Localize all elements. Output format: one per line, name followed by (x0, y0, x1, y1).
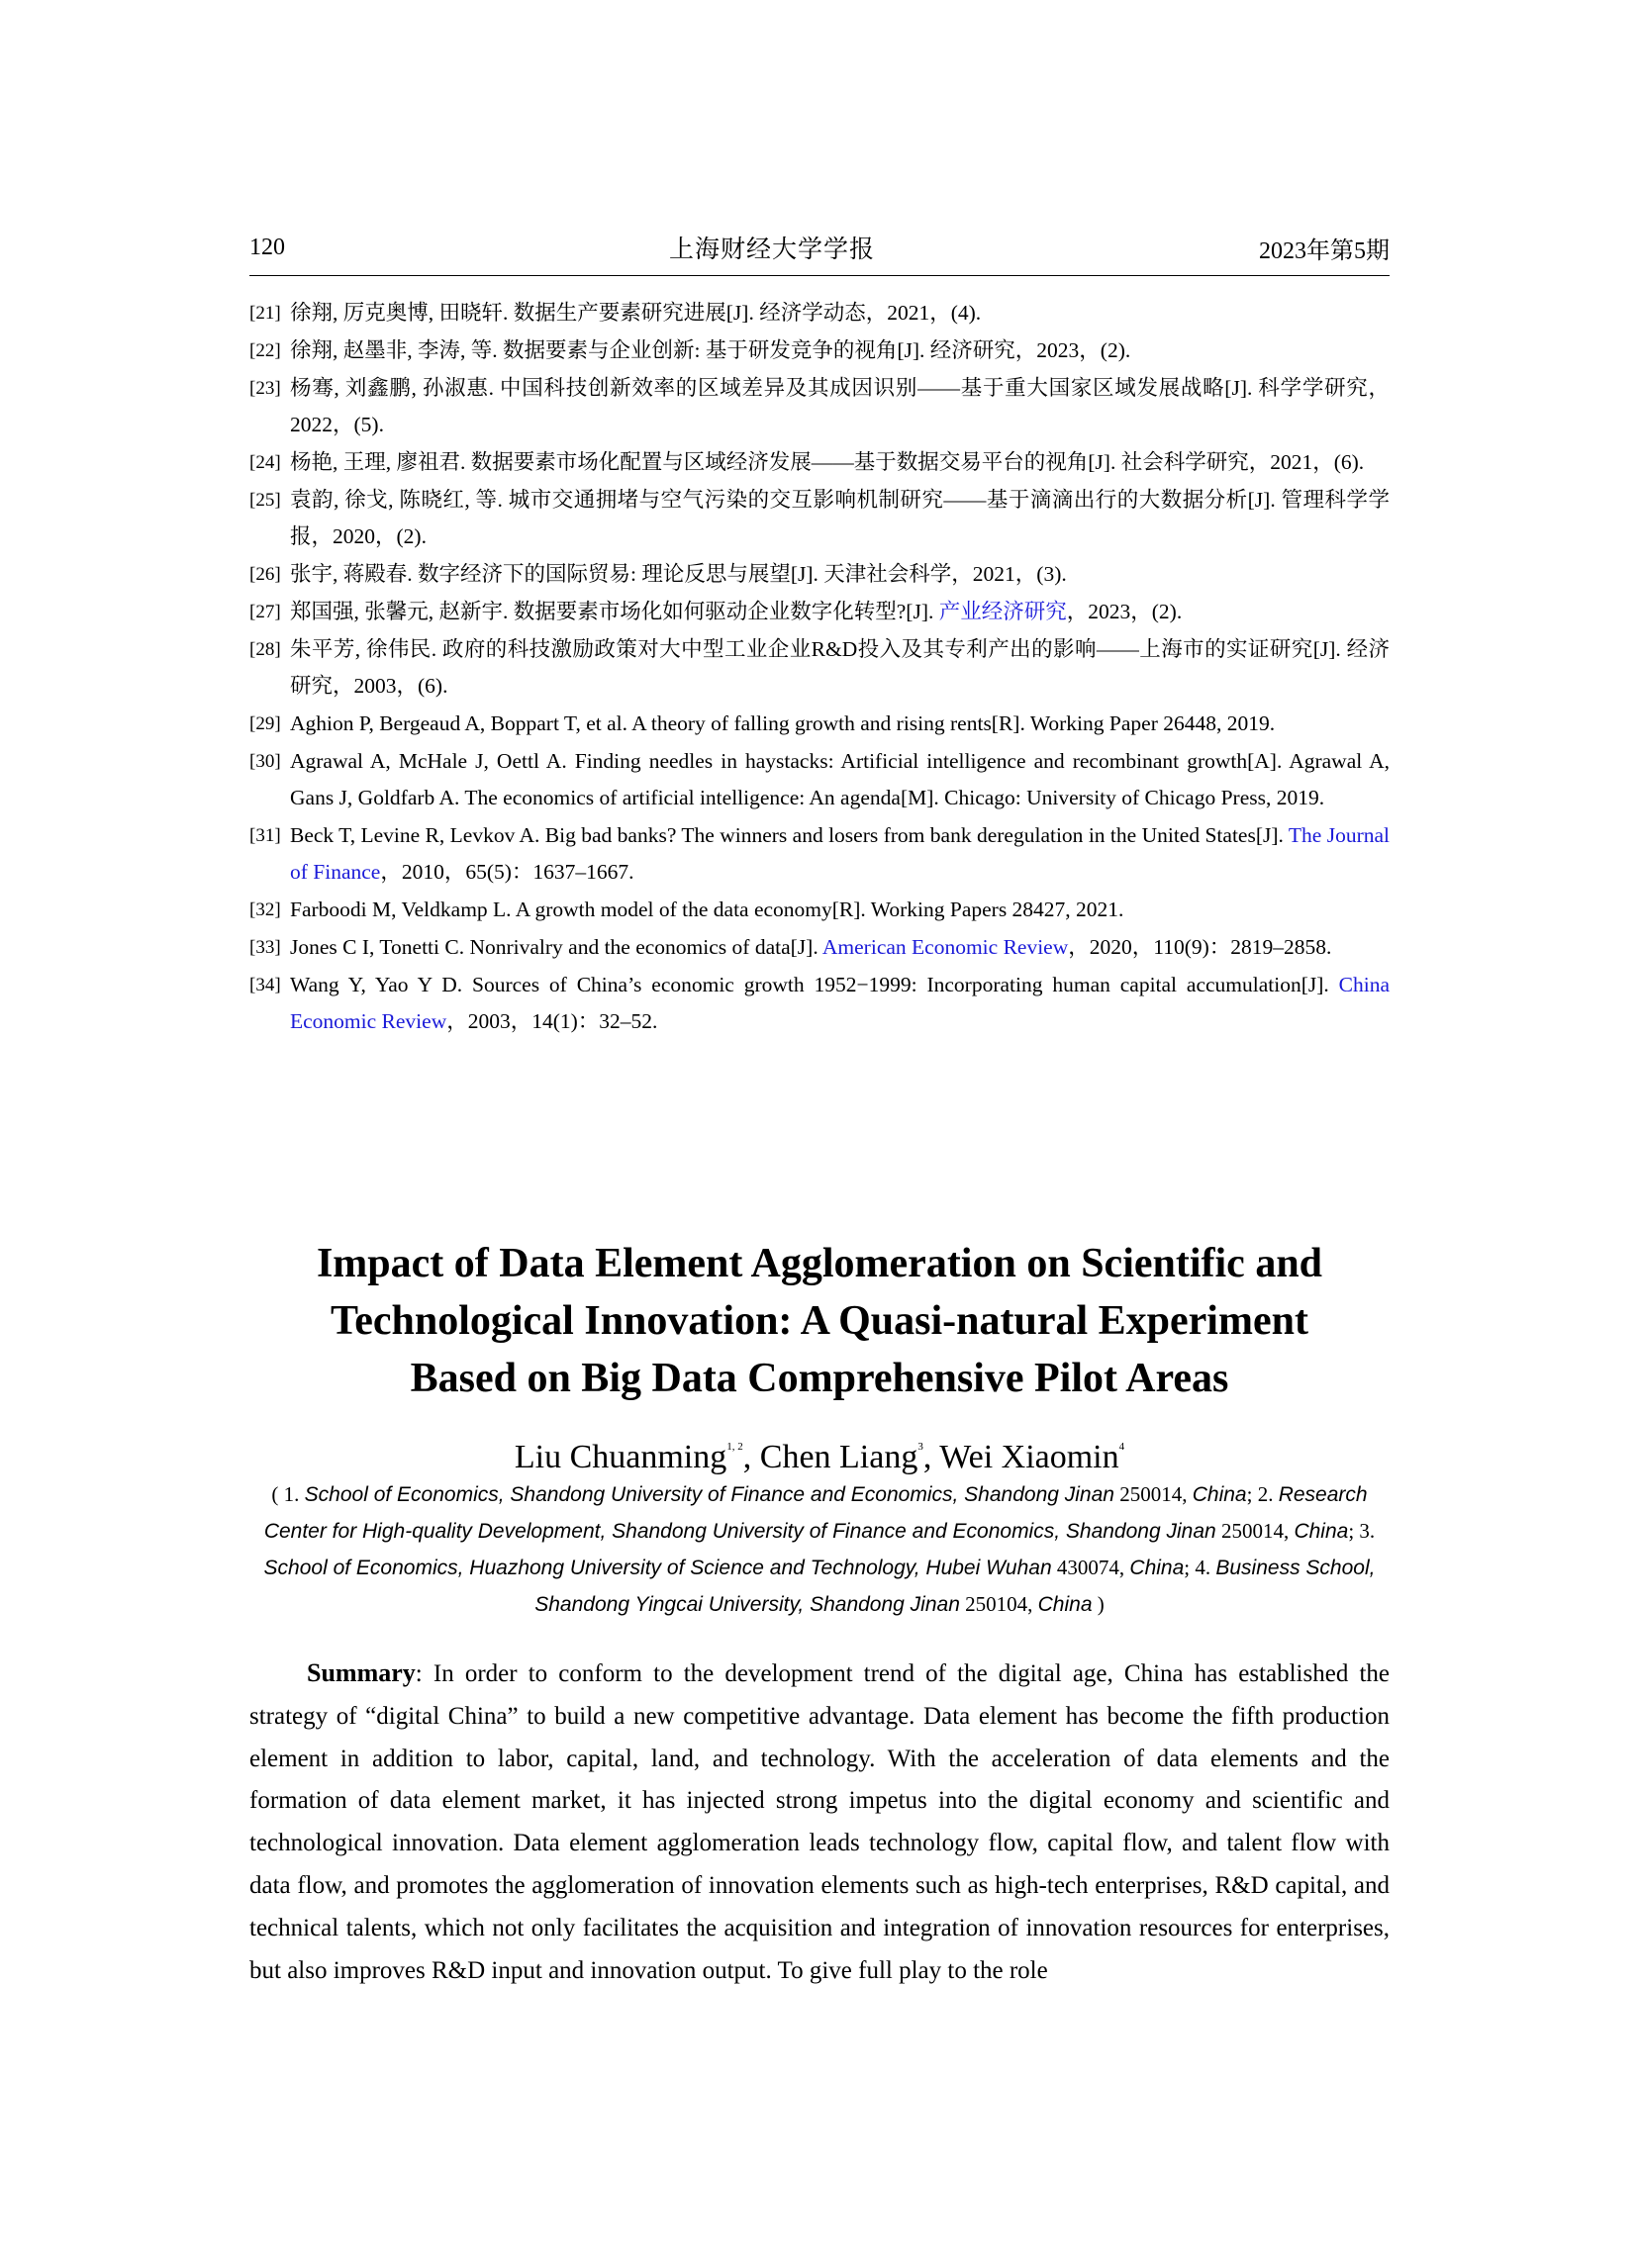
reference-number: [27] (249, 602, 281, 622)
author-affiliation-mark: 3 (917, 1441, 923, 1453)
title-line: Technological Innovation: A Quasi-natural Experiment (331, 1298, 1308, 1344)
affiliation-country: China (1037, 1593, 1093, 1616)
reference-item (249, 295, 1390, 331)
reference-text: 徐翔, 厉克奥博, 田晓轩. 数据生产要素研究进展[J]. 经济学动态，2021，(4). (290, 301, 982, 325)
affiliation-number: 2. (1257, 1482, 1274, 1506)
page-number: 120 (249, 234, 285, 260)
postal-code: 250014 (1220, 1519, 1284, 1543)
reference-text: ，2020，110(9)：2819–2858. (1068, 935, 1332, 959)
author-list: Liu Chuanming$^{1, 2}$, Chen Liang$^3$, Wei Xiaomin$^4$ (514, 1439, 1125, 1475)
reference-number: [33] (249, 937, 281, 958)
reference-text: Wang Y, Yao Y D. Sources of China’s economic growth 1952−1999: Incorporating human capital accumulation[J]. (290, 973, 1339, 996)
page-header (249, 228, 1390, 276)
affiliation-institution: Research Center for High-quality Development, Shandong University of Finance and Economics, Shandong Jinan (263, 1483, 1368, 1543)
reference-number: [29] (249, 713, 281, 734)
reference-text: 张宇, 蒋殿春. 数字经济下的国际贸易: 理论反思与展望[J]. 天津社会科学，2021，(3). (290, 562, 1067, 586)
affiliation-item: 3. School of Economics, Huazhong University of Science and Technology, Hubei Wuhan 430074, China (263, 1519, 1376, 1579)
reference-number: [24] (249, 452, 281, 473)
affiliation-number: 4. (1195, 1556, 1211, 1579)
reference-text: ，2003，14(1)：32–52. (446, 1009, 658, 1033)
reference-text: 徐翔, 赵墨非, 李涛, 等. 数据要素与企业创新: 基于研发竞争的视角[J]. 经济研究，2023，(2). (290, 338, 1131, 362)
affiliation-institution: Business School, Shandong Yingcai University, Shandong Jinan (534, 1557, 1376, 1616)
reference-text: 朱平芳, 徐伟民. 政府的科技激励政策对大中型工业企业R&D投入及其专利产出的影响——上海市的实证研究[J]. 经济研究，2003，(6). (290, 637, 1390, 698)
affiliation-institution: School of Economics, Huazhong University of Science and Technology, Hubei Wuhan (263, 1557, 1052, 1579)
affiliation-item: 1. School of Economics, Shandong University of Finance and Economics, Shandong Jinan 250014, China (283, 1482, 1247, 1506)
reference-text: ，2010，65(5)：1637–1667. (380, 860, 634, 884)
journal-link[interactable]: American Economic Review (821, 935, 1069, 959)
affiliations: ( 1. School of Economics, Shandong University of Finance and Economics, Shandong Jinan 250014, China; 2. Research Center for High-quality Development, Shandong University of Finance and Economics, Shandong Jinan 250014, China; 3. School of Economics, Huazhong University of Science and Technology, Hubei Wuhan 430074, China; 4. Business School, Shandong Yingcai University, Shandong Jinan 250104, China ) (263, 1482, 1376, 1616)
reference-item (249, 967, 1390, 1040)
reference-item (249, 444, 1390, 481)
author-affiliation-mark: 4 (1118, 1441, 1125, 1453)
journal-link[interactable]: 产业经济研究 (938, 600, 1067, 623)
reference-number: [34] (249, 975, 281, 995)
reference-item (249, 892, 1390, 928)
author-name: Liu Chuanming (514, 1439, 727, 1475)
author-affiliation-mark: 1, 2 (726, 1441, 743, 1453)
issue-label: 2023年第5期 (1258, 237, 1390, 264)
author-name: Chen Liang (759, 1439, 918, 1475)
affiliation-country: China (1192, 1483, 1247, 1506)
summary-text: : In order to conform to the development trend of the digital age, China has established the strategy of “digital China” to build a new competitive advantage. Data element has become the fifth production element in addition to labor, capital, land, and technology. With the acceleration of data elements and the formation of data element market, it has injected strong impetus into the digital economy and scientific and technological innovation. Data element agglomeration leads technology flow, capital flow, and talent flow with data flow, and promotes the agglomeration of innovation elements such as high-tech enterprises, R&D capital, and technical talents, which not only facilitates the acquisition and integration of innovation resources for enterprises, but also improves R&D input and innovation output. To give full play to the role (249, 1660, 1390, 1984)
reference-item (249, 332, 1390, 369)
journal-link[interactable]: China Economic Review (290, 973, 1390, 1033)
reference-item (249, 556, 1390, 593)
author-name: Wei Xiaomin (939, 1439, 1119, 1475)
postal-code: 430074 (1056, 1556, 1119, 1579)
reference-text: 杨艳, 王理, 廖祖君. 数据要素市场化配置与区域经济发展——基于数据交易平台的视角[J]. 社会科学研究，2021，(6). (290, 450, 1365, 474)
reference-list (249, 295, 1390, 1041)
reference-item (249, 594, 1390, 630)
title-line: Impact of Data Element Agglomeration on Scientific and (316, 1241, 1323, 1286)
reference-item (249, 631, 1390, 705)
journal-link[interactable]: The Journal of Finance (290, 823, 1390, 884)
affiliation-institution: School of Economics, Shandong University of Finance and Economics, Shandong Jinan (304, 1483, 1114, 1506)
reference-number: [28] (249, 639, 281, 660)
postal-code: 250104 (965, 1592, 1028, 1616)
reference-item (249, 743, 1390, 816)
reference-text: Jones C I, Tonetti C. Nonrivalry and the economics of data[J]. (290, 935, 822, 959)
reference-number: [25] (249, 490, 281, 511)
reference-item (249, 817, 1390, 891)
affiliation-number: 1. (283, 1482, 300, 1506)
reference-text: ，2023，(2). (1066, 600, 1183, 623)
reference-text: 杨骞, 刘鑫鹏, 孙淑惠. 中国科技创新效率的区域差异及其成因识别——基于重大国家区域发展战略[J]. 科学学研究，2022，(5). (290, 376, 1390, 436)
reference-number: [22] (249, 340, 281, 361)
reference-item (249, 482, 1390, 555)
affiliation-country: China (1129, 1557, 1185, 1579)
reference-number: [30] (249, 751, 281, 772)
reference-text: Farboodi M, Veldkamp L. A growth model of the data economy[R]. Working Papers 28427, 2021. (290, 898, 1124, 921)
reference-number: [23] (249, 378, 281, 399)
reference-text: Agrawal A, McHale J, Oettl A. Finding needles in haystacks: Artificial intelligence and recombinant growth[A]. Agrawal A, Gans J, Goldfarb A. The economics of artificial intelligence: An agenda[M]. Chicago: University of Chicago Press, 2019. (290, 749, 1390, 809)
affiliation-number: 3. (1359, 1519, 1376, 1543)
title-line: Based on Big Data Comprehensive Pilot Areas (410, 1356, 1229, 1401)
reference-item (249, 706, 1390, 742)
paper-title (249, 1235, 1390, 1407)
reference-item (249, 370, 1390, 443)
reference-number: [21] (249, 303, 281, 324)
reference-number: [31] (249, 825, 281, 846)
reference-item (249, 929, 1390, 966)
reference-number: [26] (249, 564, 281, 585)
reference-text: 袁韵, 徐戈, 陈晓红, 等. 城市交通拥堵与空气污染的交互影响机制研究——基于滴滴出行的大数据分析[J]. 管理科学学报，2020，(2). (290, 488, 1390, 548)
journal-name: 上海财经大学学报 (668, 236, 875, 263)
summary-paragraph (249, 1653, 1390, 1992)
reference-text: Beck T, Levine R, Levkov A. Big bad banks? The winners and losers from bank deregulation in the United States[J]. (290, 823, 1289, 847)
postal-code: 250014 (1119, 1482, 1183, 1506)
reference-text: Aghion P, Bergeaud A, Boppart T, et al. A theory of falling growth and rising rents[R]. Working Paper 26448, 2019. (290, 711, 1276, 735)
affiliation-item: 2. Research Center for High-quality Development, Shandong University of Finance and Economics, Shandong Jinan 250014, China (263, 1482, 1368, 1543)
affiliation-item: 4. Business School, Shandong Yingcai University, Shandong Jinan 250104, China (534, 1556, 1376, 1616)
summary-label: Summary (307, 1658, 416, 1687)
affiliation-country: China (1294, 1520, 1349, 1543)
reference-number: [32] (249, 899, 281, 920)
reference-text: 郑国强, 张馨元, 赵新宇. 数据要素市场化如何驱动企业数字化转型?[J]. (290, 600, 939, 623)
